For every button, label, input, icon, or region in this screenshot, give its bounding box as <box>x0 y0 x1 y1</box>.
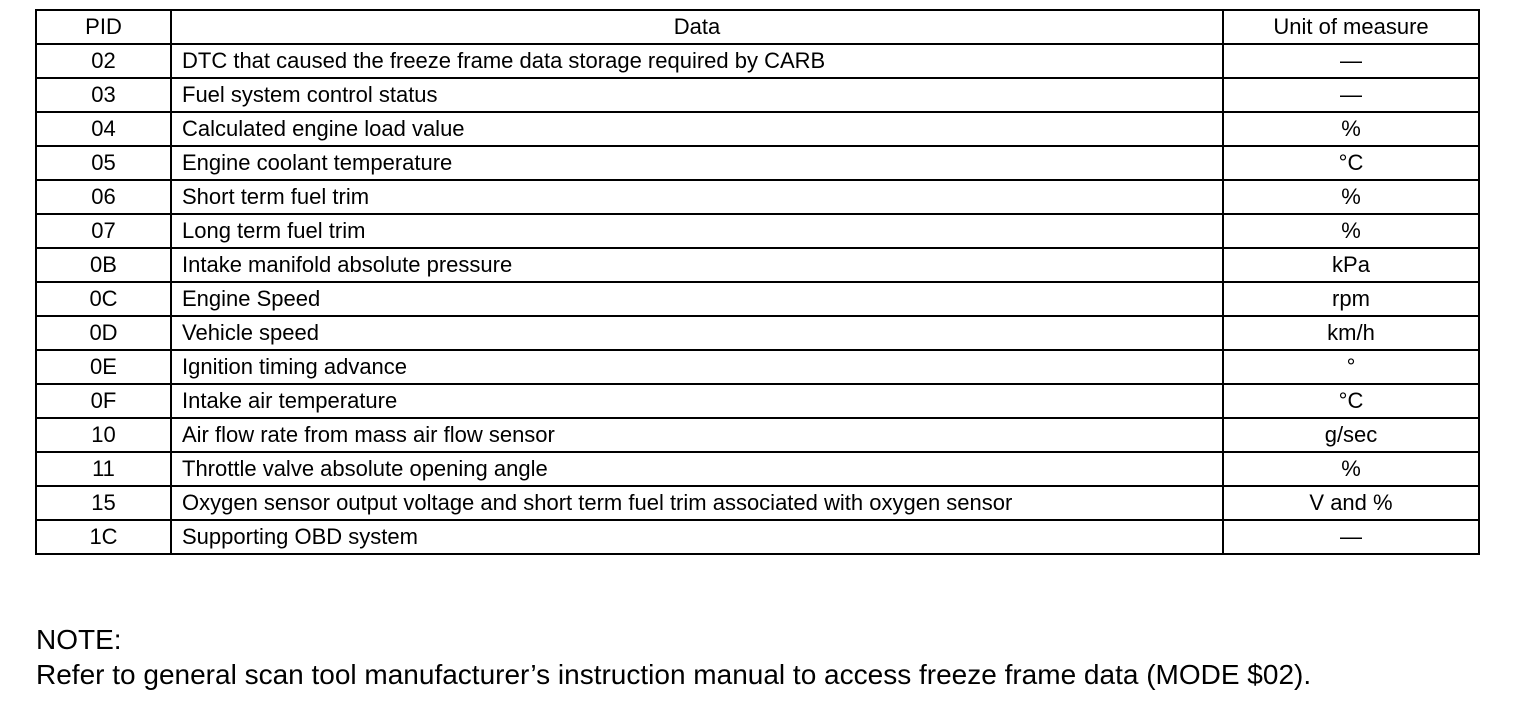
row-pid: 0D <box>36 316 171 350</box>
table-row <box>36 452 1479 486</box>
row-pid: 0B <box>36 248 171 282</box>
row-pid: 0F <box>36 384 171 418</box>
table-row <box>36 384 1479 418</box>
table-row <box>36 418 1479 452</box>
row-pid: 03 <box>36 78 171 112</box>
table-row <box>36 146 1479 180</box>
row-unit: % <box>1223 180 1479 214</box>
table-row <box>36 486 1479 520</box>
row-data: Long term fuel trim <box>171 214 1223 248</box>
row-unit: — <box>1223 44 1479 78</box>
row-pid: 02 <box>36 44 171 78</box>
row-data: Air flow rate from mass air flow sensor <box>171 418 1223 452</box>
row-unit: V and % <box>1223 486 1479 520</box>
row-data: Intake air temperature <box>171 384 1223 418</box>
row-data: Calculated engine load value <box>171 112 1223 146</box>
row-data: Engine Speed <box>171 282 1223 316</box>
row-data: Supporting OBD system <box>171 520 1223 554</box>
row-pid: 11 <box>36 452 171 486</box>
row-unit: % <box>1223 112 1479 146</box>
row-pid: 0C <box>36 282 171 316</box>
row-unit: % <box>1223 214 1479 248</box>
row-unit: °C <box>1223 146 1479 180</box>
table-row <box>36 78 1479 112</box>
table-row <box>36 248 1479 282</box>
table-row <box>36 214 1479 248</box>
table-row <box>36 180 1479 214</box>
table-row <box>36 520 1479 554</box>
row-data: Ignition timing advance <box>171 350 1223 384</box>
row-data: Intake manifold absolute pressure <box>171 248 1223 282</box>
row-data: Oxygen sensor output voltage and short term fuel trim associated with oxygen sensor <box>171 486 1223 520</box>
row-data: DTC that caused the freeze frame data storage required by CARB <box>171 44 1223 78</box>
row-data: Vehicle speed <box>171 316 1223 350</box>
row-pid: 07 <box>36 214 171 248</box>
note-text: Refer to general scan tool manufacturer’s instruction manual to access freeze frame data (MODE $02). <box>36 659 1312 690</box>
row-unit: % <box>1223 452 1479 486</box>
row-pid: 1C <box>36 520 171 554</box>
table-body <box>36 44 1479 554</box>
table-row <box>36 316 1479 350</box>
row-unit: g/sec <box>1223 418 1479 452</box>
row-data: Engine coolant temperature <box>171 146 1223 180</box>
row-unit: ° <box>1223 350 1479 384</box>
row-unit: — <box>1223 520 1479 554</box>
row-data: Fuel system control status <box>171 78 1223 112</box>
table-row <box>36 112 1479 146</box>
row-unit: — <box>1223 78 1479 112</box>
row-unit: °C <box>1223 384 1479 418</box>
table-row <box>36 350 1479 384</box>
note-block <box>36 622 1311 692</box>
row-unit: rpm <box>1223 282 1479 316</box>
table-row <box>36 44 1479 78</box>
note-heading: NOTE: <box>36 624 122 655</box>
table-row <box>36 282 1479 316</box>
row-pid: 06 <box>36 180 171 214</box>
header-pid: PID <box>36 10 171 44</box>
row-pid: 10 <box>36 418 171 452</box>
row-pid: 15 <box>36 486 171 520</box>
row-unit: km/h <box>1223 316 1479 350</box>
row-pid: 05 <box>36 146 171 180</box>
freeze-frame-pid-table <box>35 9 1480 555</box>
row-unit: kPa <box>1223 248 1479 282</box>
table-header-row <box>36 10 1479 44</box>
header-data: Data <box>171 10 1223 44</box>
row-data: Short term fuel trim <box>171 180 1223 214</box>
row-pid: 0E <box>36 350 171 384</box>
row-pid: 04 <box>36 112 171 146</box>
row-data: Throttle valve absolute opening angle <box>171 452 1223 486</box>
header-unit: Unit of measure <box>1223 10 1479 44</box>
